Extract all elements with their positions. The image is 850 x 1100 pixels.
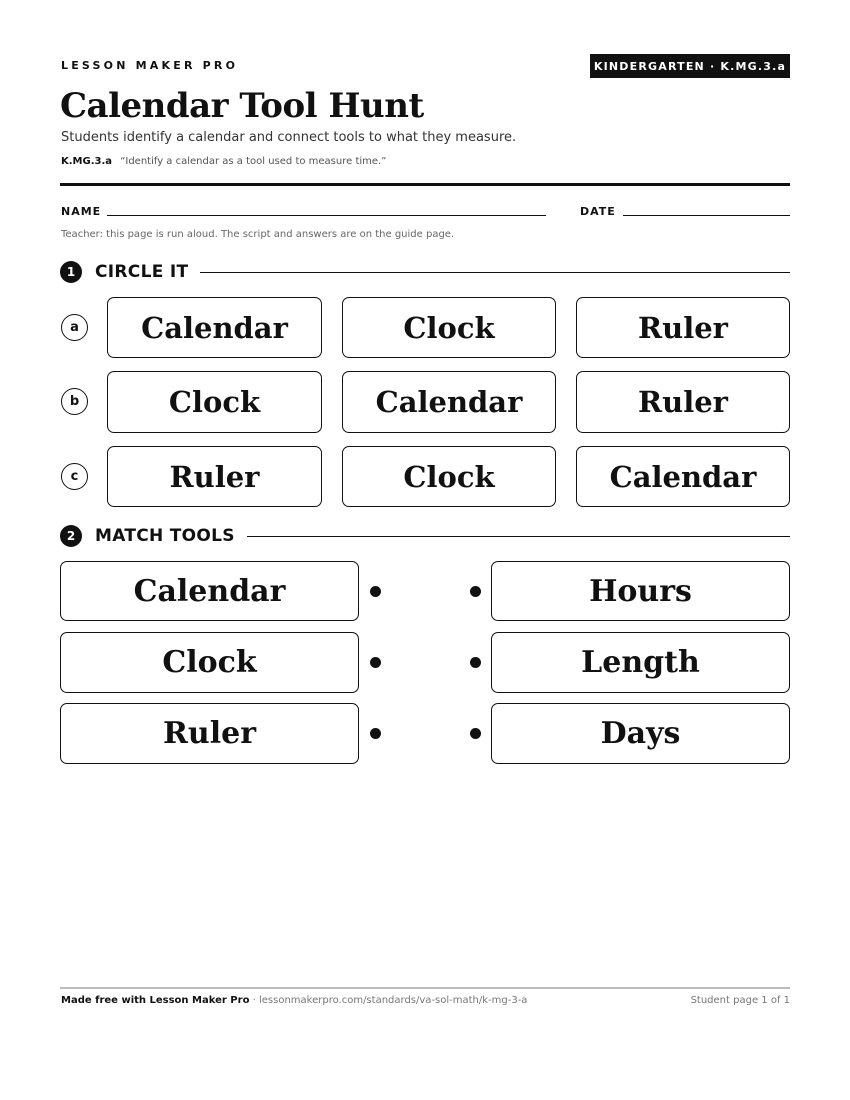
- match-tool-card[interactable]: Ruler: [60, 703, 359, 764]
- match-dot-right[interactable]: [470, 586, 481, 597]
- section-circle-it-header: [60, 260, 790, 284]
- footer-divider: [60, 987, 790, 989]
- standard-code: K.MG.3.a: [61, 156, 113, 167]
- header-divider: [60, 183, 790, 186]
- section-title: MATCH TOOLS: [95, 526, 235, 546]
- page-title: Calendar Tool Hunt: [60, 86, 424, 126]
- circle-option[interactable]: Calendar: [576, 446, 790, 507]
- section-number: 2: [60, 525, 82, 547]
- footer-credit: [61, 995, 527, 1006]
- section-rule: [200, 272, 790, 273]
- standard-line: [61, 156, 386, 167]
- footer-made-with: Made free with Lesson Maker Pro: [61, 995, 250, 1006]
- row-letter-a: a: [61, 314, 88, 341]
- section-title: CIRCLE IT: [95, 262, 189, 282]
- match-unit-card[interactable]: Hours: [491, 561, 790, 621]
- page-subtitle: Students identify a calendar and connect tools to what they measure.: [61, 130, 517, 145]
- section-number: 1: [60, 261, 82, 283]
- circle-option[interactable]: Clock: [107, 371, 322, 433]
- match-dot-right[interactable]: [470, 728, 481, 739]
- match-tool-card[interactable]: Calendar: [60, 561, 359, 621]
- name-field[interactable]: [107, 215, 546, 216]
- brand-name: LESSON MAKER PRO: [61, 59, 239, 72]
- section-match-tools-header: [60, 524, 790, 548]
- date-field[interactable]: [623, 215, 790, 216]
- match-dot-right[interactable]: [470, 657, 481, 668]
- circle-option[interactable]: Clock: [342, 297, 556, 358]
- match-dot-left[interactable]: [370, 586, 381, 597]
- date-label: DATE: [580, 205, 616, 218]
- match-unit-card[interactable]: Length: [491, 632, 790, 693]
- teacher-note: Teacher: this page is run aloud. The script and answers are on the guide page.: [61, 229, 455, 240]
- circle-option[interactable]: Ruler: [576, 297, 790, 358]
- standard-text: “Identify a calendar as a tool used to measure time.”: [120, 156, 387, 167]
- match-dot-left[interactable]: [370, 728, 381, 739]
- match-tool-card[interactable]: Clock: [60, 632, 359, 693]
- row-letter-c: c: [61, 463, 88, 490]
- circle-option[interactable]: Ruler: [576, 371, 790, 433]
- row-letter-b: b: [61, 388, 88, 415]
- match-dot-left[interactable]: [370, 657, 381, 668]
- circle-option[interactable]: Calendar: [107, 297, 322, 358]
- circle-option[interactable]: Clock: [342, 446, 556, 507]
- circle-option[interactable]: Calendar: [342, 371, 556, 433]
- grade-standard-badge: KINDERGARTEN · K.MG.3.a: [590, 54, 790, 78]
- section-rule: [247, 536, 790, 537]
- footer-page-number: Student page 1 of 1: [690, 995, 790, 1006]
- circle-option[interactable]: Ruler: [107, 446, 322, 507]
- footer-url[interactable]: · lessonmakerpro.com/standards/va-sol-math/k-mg-3-a: [249, 995, 528, 1006]
- match-unit-card[interactable]: Days: [491, 703, 790, 764]
- name-label: NAME: [61, 205, 102, 218]
